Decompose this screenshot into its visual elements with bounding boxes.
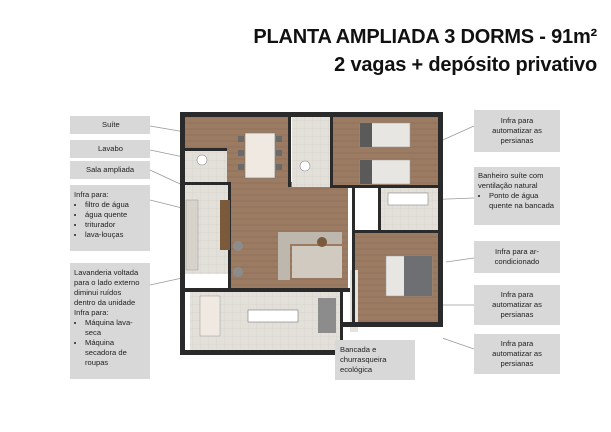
list-item: • água quente <box>85 210 146 220</box>
ar-condicionado-label: Infra para ar-condicionado <box>494 247 540 266</box>
banheiro-line: ventilação natural <box>478 181 538 190</box>
list-item: • Máquina lava-seca <box>85 318 146 338</box>
callout-suite <box>70 116 150 134</box>
bancada-label: Bancada e churrasqueira ecológica <box>340 345 387 374</box>
callout-lavabo <box>70 140 150 158</box>
plan-title: PLANTA AMPLIADA 3 DORMS - 91m² <box>253 26 597 48</box>
lavanderia-line: dentro da unidade <box>74 298 136 307</box>
list-item: • triturador <box>85 220 146 230</box>
banheiro-line: Banheiro suíte com <box>478 171 544 180</box>
callout-ar-condicionado <box>474 241 560 273</box>
infra-cozinha-heading: Infra para: <box>74 190 109 199</box>
infra-cozinha-list <box>74 200 146 240</box>
callout-bancada <box>335 340 415 380</box>
persianas-top-label: Infra para automatizar as persianas <box>492 116 542 145</box>
lavanderia-line: Infra para: <box>74 308 109 317</box>
persianas-mid-label: Infra para automatizar as persianas <box>492 290 542 319</box>
list-item: • lava-louças <box>85 230 146 240</box>
callout-sala-label: Sala ampliada <box>86 165 135 174</box>
callout-lavanderia <box>70 263 150 379</box>
lavanderia-line: Lavanderia voltada <box>74 268 139 277</box>
lavanderia-list <box>74 318 146 368</box>
list-item: • filtro de água <box>85 200 146 210</box>
callout-persianas-mid <box>474 285 560 325</box>
callout-banheiro-suite <box>474 167 560 225</box>
callout-suite-label: Suíte <box>102 120 120 129</box>
list-item: • Máquina secadora de roupas <box>85 338 146 368</box>
callout-persianas-bot <box>474 334 560 374</box>
list-item: • Ponto de água quente na bancada <box>489 191 556 211</box>
callout-persianas-top <box>474 110 560 152</box>
persianas-bot-label: Infra para automatizar as persianas <box>492 339 542 368</box>
lavanderia-line: para o lado externo <box>74 278 140 287</box>
banheiro-list <box>478 191 556 211</box>
plan-subtitle: 2 vagas + depósito privativo <box>334 54 597 76</box>
callout-infra-cozinha <box>70 185 150 251</box>
callout-lavabo-label: Lavabo <box>98 144 123 153</box>
callout-sala <box>70 161 150 179</box>
lavanderia-line: diminui ruídos <box>74 288 122 297</box>
